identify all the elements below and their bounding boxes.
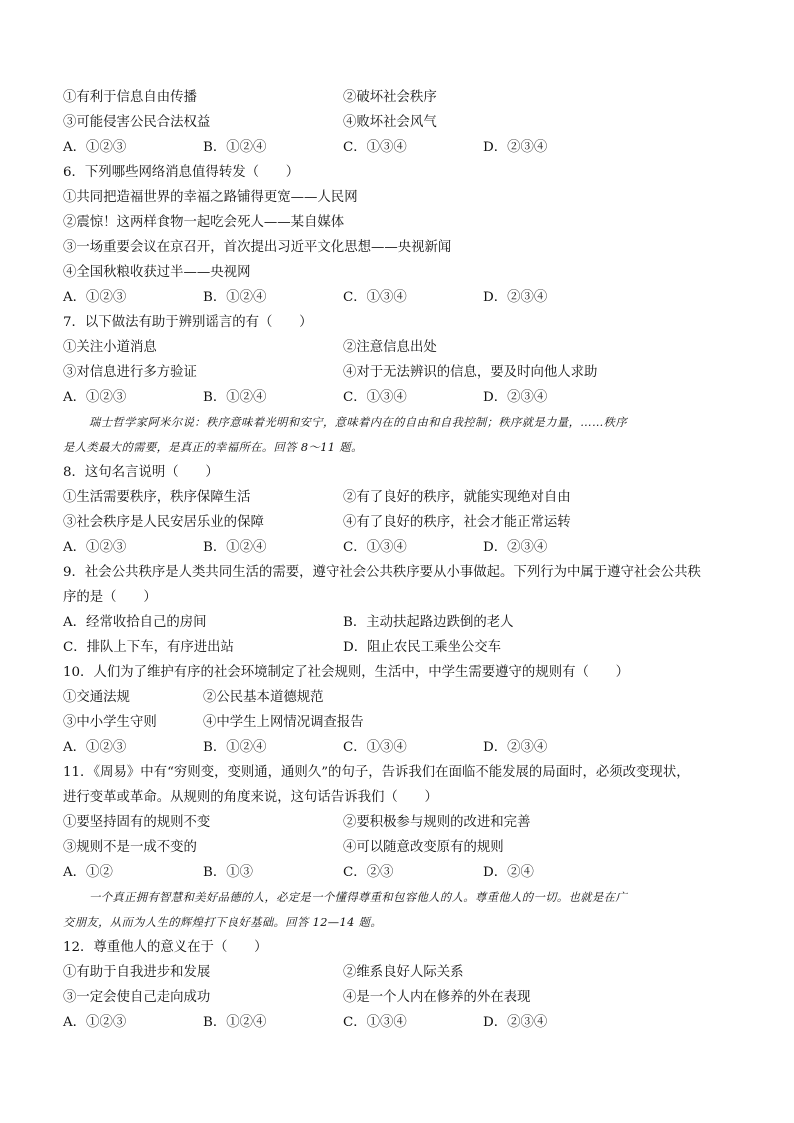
question-text: 序的是（ ） (63, 590, 157, 605)
answer-choice-c: C．①③④ (343, 740, 407, 755)
passage-text: 一个真正拥有智慧和美好品德的人，必定是一个懂得尊重和包容他人的人。尊重他人的一切。也就是在广 (89, 891, 628, 904)
answer-choice-d: D．②③④ (483, 1015, 548, 1030)
q12-options-row-1 (63, 963, 735, 983)
option: ②震惊！这两样食物一起吃会死人——某自媒体 (63, 215, 345, 230)
answer-choice-b: B．①②④ (203, 290, 267, 305)
question-text: 6．下列哪些网络消息值得转发（ ） (63, 165, 300, 180)
q9-options-row-2 (63, 638, 735, 658)
option: ④对于无法辨识的信息，要及时向他人求助 (343, 365, 598, 380)
answer-choice-b: B．①②④ (203, 140, 267, 155)
q7-options-row-1 (63, 338, 735, 358)
q9-options-row-1 (63, 613, 735, 633)
option: ④是一个人内在修养的外在表现 (343, 990, 531, 1005)
q11-options-row-2 (63, 838, 735, 858)
question-9-line-1 (63, 563, 735, 583)
q5-options-row-1 (63, 88, 735, 108)
answer-choice-a: A．①②③ (63, 1015, 127, 1030)
answer-choice-a: A．①②③ (63, 290, 127, 305)
question-12 (63, 938, 735, 958)
option: ②要积极参与规则的改进和完善 (343, 815, 531, 830)
option: ①关注小道消息 (63, 340, 157, 355)
q8-options-row-2 (63, 513, 735, 533)
passage-1-line-1 (63, 413, 735, 433)
q12-answers (63, 1013, 735, 1033)
passage-2-line-2 (63, 913, 735, 933)
q6-option-3 (63, 238, 735, 258)
q5-options-row-2 (63, 113, 735, 133)
answer-choice-a: A．①②③ (63, 540, 127, 555)
option: ②破坏社会秩序 (343, 90, 437, 105)
q8-answers (63, 538, 735, 558)
question-9-line-2 (63, 588, 735, 608)
option: ④败坏社会风气 (343, 115, 437, 130)
answer-choice-c: C．①③④ (343, 390, 407, 405)
answer-choice-b: B．①②④ (203, 1015, 267, 1030)
q5-answers (63, 138, 735, 158)
answer-choice-d: D．②③④ (483, 390, 548, 405)
option: ①共同把造福世界的幸福之路铺得更宽——人民网 (63, 190, 358, 205)
question-8 (63, 463, 735, 483)
q10-answers (63, 738, 735, 758)
q8-options-row-1 (63, 488, 735, 508)
answer-choice-c: C．②③ (343, 865, 394, 880)
q12-options-row-2 (63, 988, 735, 1008)
answer-choice-b: B．①②④ (203, 390, 267, 405)
option: ①有利于信息自由传播 (63, 90, 197, 105)
q6-option-4 (63, 263, 735, 283)
option: ④中学生上网情况调查报告 (203, 715, 364, 730)
option: ③一定会使自己走向成功 (63, 990, 211, 1005)
q10-options-row-2 (63, 713, 735, 733)
answer-choice-d: D．②③④ (483, 290, 548, 305)
question-7 (63, 313, 735, 333)
q6-option-1 (63, 188, 735, 208)
q6-option-2 (63, 213, 735, 233)
q10-options-row-1 (63, 688, 735, 708)
option: ②注意信息出处 (343, 340, 437, 355)
passage-text: 是人类最大的需要，是真正的幸福所在。回答 8～11 题。 (63, 441, 363, 454)
question-text: 10．人们为了维护有序的社会环境制定了社会规则，生活中，中学生需要遵守的规则有（ ） (63, 665, 630, 680)
option: ④有了良好的秩序，社会才能正常运转 (343, 515, 571, 530)
option: ①生活需要秩序，秩序保障生活 (63, 490, 251, 505)
answer-choice-b: B．①②④ (203, 540, 267, 555)
q11-answers (63, 863, 735, 883)
question-text: 9．社会公共秩序是人类共同生活的需要，遵守社会公共秩序要从小事做起。下列行为中属于遵守社会公共秩 (63, 565, 701, 580)
answer-choice-b: B．①②④ (203, 740, 267, 755)
answer-choice-c: C．①③④ (343, 1015, 407, 1030)
question-text: 进行变革或革命。从规则的角度来说，这句话告诉我们（ ） (63, 790, 438, 805)
q7-answers (63, 388, 735, 408)
option: ③对信息进行多方验证 (63, 365, 197, 380)
passage-text: 瑞士哲学家阿米尔说：秩序意味着光明和安宁，意味着内在的自由和自我控制；秩序就是力量，……秩序 (89, 416, 628, 429)
answer-choice-c: C．①③④ (343, 290, 407, 305)
option: ③可能侵害公民合法权益 (63, 115, 211, 130)
answer-choice-d: D．②③④ (483, 740, 548, 755)
answer-choice-a: A．①②③ (63, 140, 127, 155)
answer-choice-b: B．①③ (203, 865, 254, 880)
answer-choice-c: C．①③④ (343, 540, 407, 555)
option: ③社会秩序是人民安居乐业的保障 (63, 515, 264, 530)
question-10 (63, 663, 735, 683)
option: ①有助于自我进步和发展 (63, 965, 211, 980)
option: B．主动扶起路边跌倒的老人 (343, 615, 514, 630)
answer-choice-a: A．①② (63, 865, 113, 880)
question-text: 8．这句名言说明（ ） (63, 465, 219, 480)
option: A．经常收拾自己的房间 (63, 615, 207, 630)
question-11-line-1 (63, 763, 735, 783)
option: ③中小学生守则 (63, 715, 157, 730)
option: ④全国秋粮收获过半——央视网 (63, 265, 251, 280)
option: ③一场重要会议在京召开，首次提出习近平文化思想——央视新闻 (63, 240, 452, 255)
option: ②维系良好人际关系 (343, 965, 464, 980)
passage-text: 交朋友，从而为人生的辉煌打下良好基础。回答 12—14 题。 (63, 916, 383, 929)
option: ②公民基本道德规范 (203, 690, 324, 705)
answer-choice-d: D．②③④ (483, 540, 548, 555)
option: C．排队上下车，有序进出站 (63, 640, 234, 655)
answer-choice-d: D．②③④ (483, 140, 548, 155)
q11-options-row-1 (63, 813, 735, 833)
question-text: 7．以下做法有助于辨别谣言的有（ ） (63, 315, 313, 330)
option: ①交通法规 (63, 690, 130, 705)
answer-choice-a: A．①②③ (63, 740, 127, 755)
answer-choice-d: D．②④ (483, 865, 534, 880)
answer-choice-a: A．①②③ (63, 390, 127, 405)
passage-2-line-1 (63, 888, 735, 908)
q6-answers (63, 288, 735, 308)
answer-choice-c: C．①③④ (343, 140, 407, 155)
question-11-line-2 (63, 788, 735, 808)
passage-1-line-2 (63, 438, 735, 458)
question-text: 12．尊重他人的意义在于（ ） (63, 940, 268, 955)
question-text: 11．《周易》中有“穷则变，变则通，通则久”的句子，告诉我们在面临不能发展的局面时，必须改变现状， (63, 765, 690, 780)
q7-options-row-2 (63, 363, 735, 383)
option: D．阻止农民工乘坐公交车 (343, 640, 502, 655)
question-6 (63, 163, 735, 183)
option: ②有了良好的秩序，就能实现绝对自由 (343, 490, 571, 505)
option: ③规则不是一成不变的 (63, 840, 197, 855)
option: ①要坚持固有的规则不变 (63, 815, 211, 830)
option: ④可以随意改变原有的规则 (343, 840, 504, 855)
